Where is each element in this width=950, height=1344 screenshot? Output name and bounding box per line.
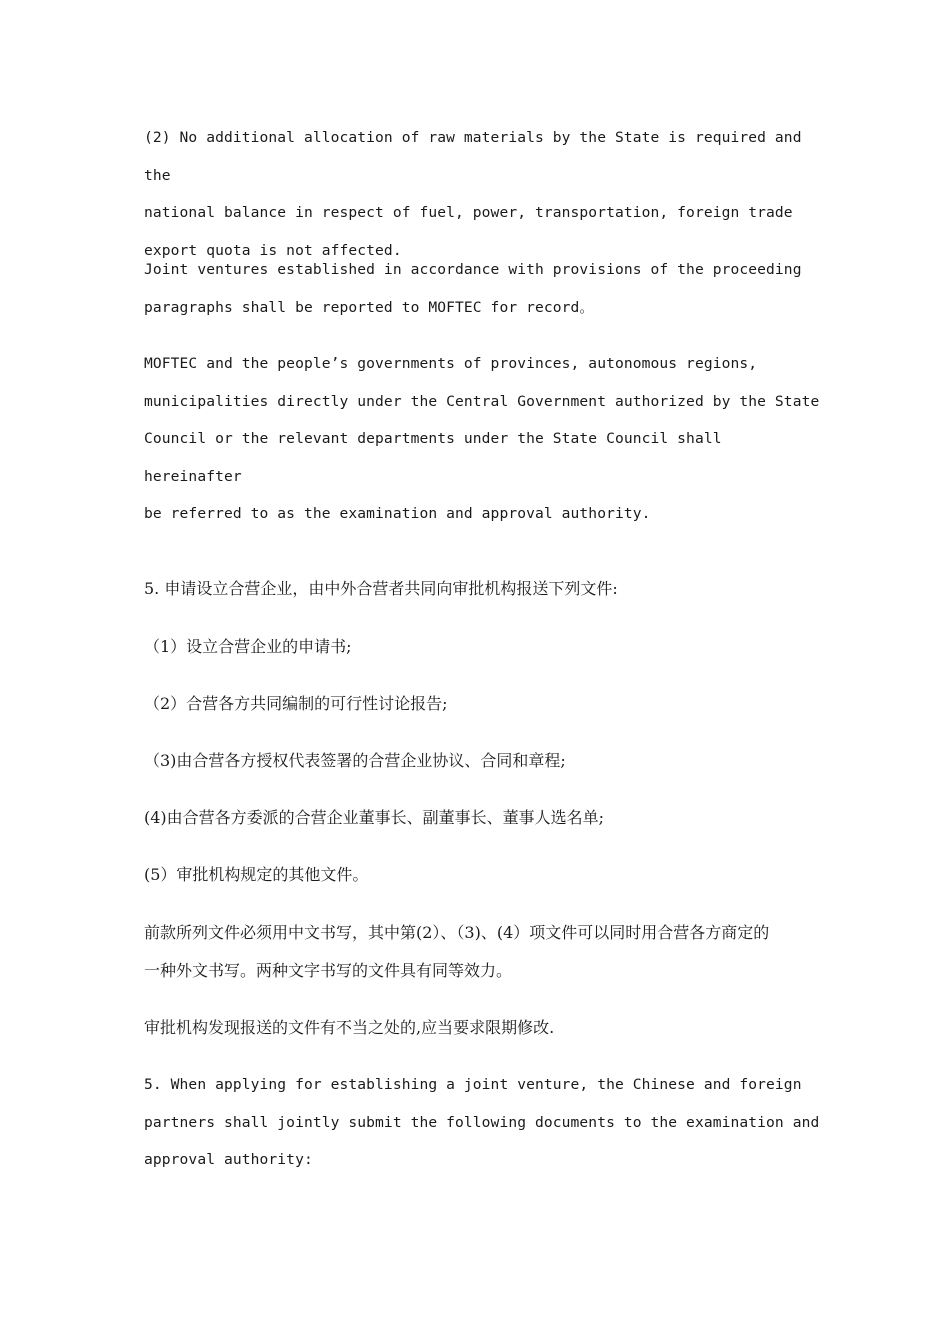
list-item-zh-1: （1）设立合营企业的申请书; [144,637,352,656]
paragraph-revision-zh: 审批机构发现报送的文件有不当之处的,应当要求限期修改. [144,1018,555,1037]
paragraph-condition-2: (2) No additional allocation of raw materials by the State is required and the national balance in respect of fuel, power, transportation, foreign trade export quota is not affected. [144,129,802,259]
paragraph-language-zh: 前款所列文件必须用中文书写，其中第(2）、（3)、(4）项文件可以同时用合营各方商定的 一种外文书写。两种文字书写的文件具有同等效力。 [144,923,770,980]
paragraph-article-5-en: 5. When applying for establishing a joint venture, the Chinese and foreign partners shall jointly submit the following documents to the examination and approval authority: [144,1076,820,1168]
list-item-zh-2: （2）合营各方共同编制的可行性讨论报告; [144,694,448,713]
paragraph-article-5-zh: 5. 申请设立合营企业，由中外合营者共同向审批机构报送下列文件: [144,579,618,598]
paragraph-record-filing: Joint ventures established in accordance with provisions of the proceeding paragraphs shall be reported to MOFTEC for record。 [144,261,802,316]
paragraph-approval-authority: MOFTEC and the people’s governments of provinces, autonomous regions, municipalities directly under the Central Government authorized by the State Council or the relevant departments under the State Council shall hereinafter be referred to as the examination and approval authority. [144,355,820,522]
list-item-zh-3: （3)由合营各方授权代表签署的合营企业协议、合同和章程; [144,751,566,770]
list-item-zh-4: (4)由合营各方委派的合营企业董事长、副董事长、董事人选名单; [144,808,605,827]
list-item-zh-5: (5）审批机构规定的其他文件。 [144,865,369,884]
